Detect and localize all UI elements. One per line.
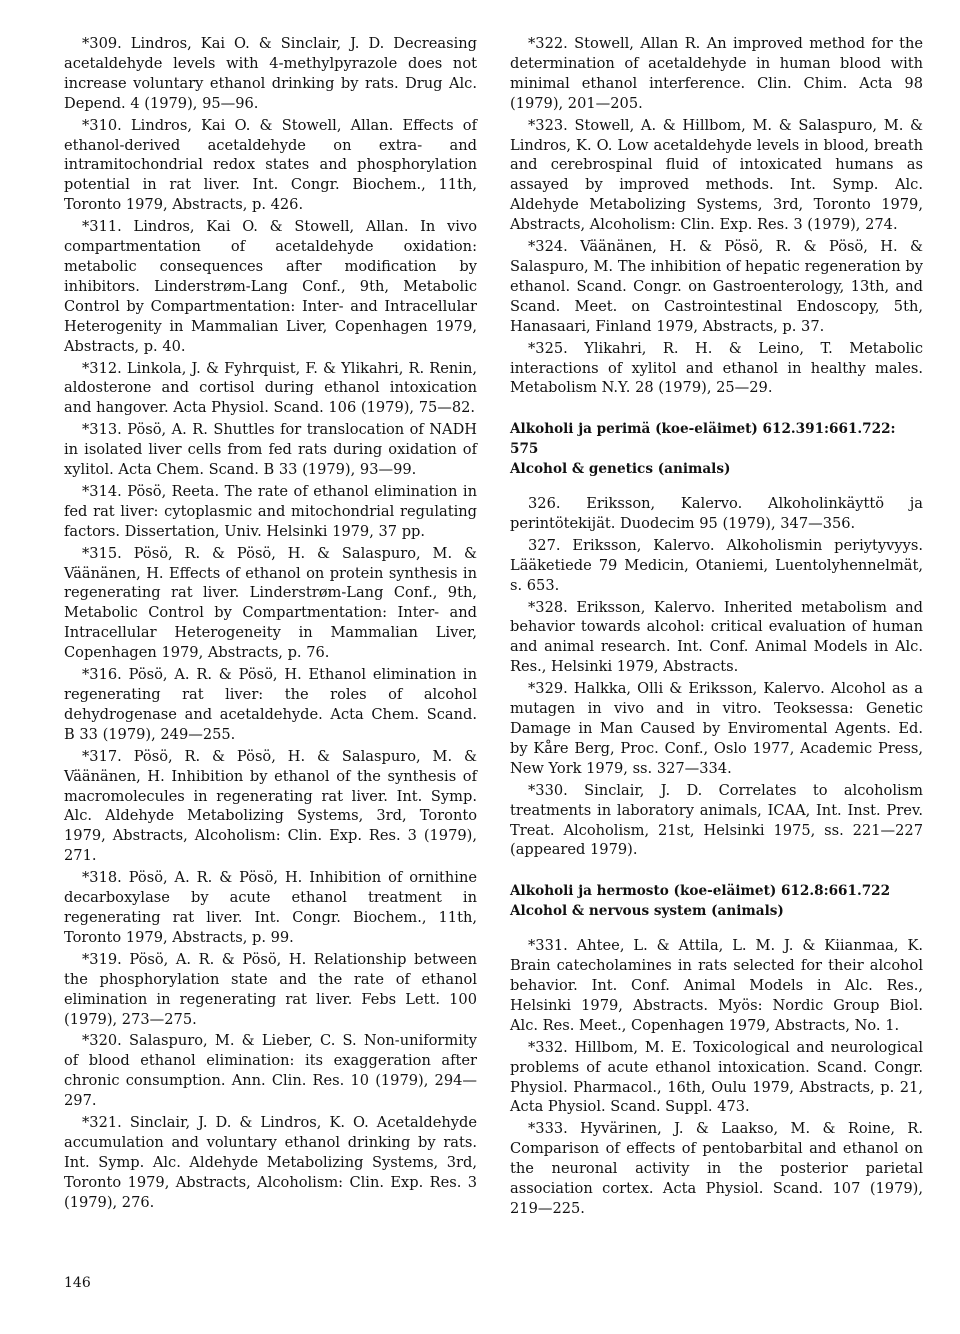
reference-entry-309: *309. Lindros, Kai O. & Sinclair, J. D. Decreasing acetaldehyde levels with 4-methylpyrazole does not increase voluntary ethanol drinking by rats. Drug Alc. Depend. 4 (1979), 95—96. bbox=[64, 35, 477, 112]
section-title-finnish: Alkoholi ja hermosto (koe-eläimet) 612.8:661.722 bbox=[510, 883, 891, 900]
reference-entry-319: *319. Pösö, A. R. & Pösö, H. Relationship between the phosphorylation state and the rate of ethanol elimination in regenerating rat liver. Febs Lett. 100 (1979), 273—275. bbox=[64, 950, 477, 1028]
reference-entry-323: *323. Stowell, A. & Hillbom, M. & Salaspuro, M. & Lindros, K. O. Low acetaldehyde levels in blood, breath and cerebrospinal fluid of intoxicated humans as assayed by improved methods. Int. Symp. Alc. Aldehyde Metabolizing Systems, 3rd, Toronto 1979, Abstracts, Alcoholism: Clin. Exp. Res. 3 (1979), 274. bbox=[510, 116, 923, 234]
reference-entry-317: *317. Pösö, R. & Pösö, H. & Salaspuro, M. & Väänänen, H. Inhibition by ethanol of the synthesis of macromolecules in regenerating rat liver. Int. Symp. Alc. Aldehyde Metabolizing Systems, 3rd, Toronto 1979, Abstracts, Alcoholism: Clin. Exp. Res. 3 (1979), 271. bbox=[64, 747, 477, 865]
reference-entry-331: *331. Ahtee, L. & Attila, L. M. J. & Kiianmaa, K. Brain catecholamines in rats selected for their alcohol behavior. Int. Conf. Animal Models in Alc. Res., Helsinki 1979, Abstracts. Myös: Nordic Group Biol. Alc. Res. Meet., Copenhagen 1979, Abstracts, No. 1. bbox=[510, 937, 923, 1034]
section-title-english: Alcohol & nervous system (animals) bbox=[510, 903, 784, 920]
left-column bbox=[64, 34, 477, 1215]
reference-entry-316: *316. Pösö, A. R. & Pösö, H. Ethanol elimination in regenerating rat liver: the roles of alcohol dehydrogenase and acetaldehyde. Acta Chem. Scand. B 33 (1979), 249—255. bbox=[64, 666, 477, 743]
reference-entry-330: *330. Sinclair, J. D. Correlates to alcoholism treatments in laboratory animals, ICAA, Int. Inst. Prev. Treat. Alcoholism, 21st, Helsinki 1975, ss. 221—227 (appeared 1979). bbox=[510, 781, 923, 859]
reference-entry-314: *314. Pösö, Reeta. The rate of ethanol elimination in fed rat liver: cytoplasmic and mitochondrial regulating factors. Dissertation, Univ. Helsinki 1979, 37 pp. bbox=[64, 482, 477, 540]
reference-entry-315: *315. Pösö, R. & Pösö, H. & Salaspuro, M. & Väänänen, H. Effects of ethanol on protein synthesis in regenerating rat liver. Linderstrøm-Lang Conf., 9th, Metabolic Control by Compartmentation: Inter- and Intracellular Heterogeneity in Mammalian Liver, Copenhagen 1979, Abstracts, p. 76. bbox=[64, 544, 477, 662]
reference-entry-313: *313. Pösö, A. R. Shuttles for translocation of NADH in isolated liver cells from fed rats during oxidation of xylitol. Acta Chem. Scand. B 33 (1979), 93—99. bbox=[64, 421, 477, 479]
reference-entry-321: *321. Sinclair, J. D. & Lindros, K. O. Acetaldehyde accumulation and voluntary ethanol drinking by rats. Int. Symp. Alc. Aldehyde Metabolizing Systems, 3rd, Toronto 1979, Abstracts, Alcoholism: Clin. Exp. Res. 3 (1979), 276. bbox=[64, 1114, 477, 1211]
right-column bbox=[510, 34, 923, 1221]
reference-entry-322: *322. Stowell, Allan R. An improved method for the determination of acetaldehyde in human blood with minimal ethanol interference. Clin. Chim. Acta 98 (1979), 201—205. bbox=[510, 35, 923, 112]
reference-entry-325: *325. Ylikahri, R. H. & Leino, T. Metabolic interactions of xylitol and ethanol in healthy males. Metabolism N.Y. 28 (1979), 25—29. bbox=[510, 339, 923, 397]
page-number: 146 bbox=[64, 1275, 91, 1291]
reference-entry-320: *320. Salaspuro, M. & Lieber, C. S. Non-uniformity of blood ethanol elimination: its exaggeration after chronic consumption. Ann. Clin. Res. 10 (1979), 294—297. bbox=[64, 1032, 477, 1110]
section-heading-nervous-system bbox=[510, 882, 923, 922]
reference-entry-332: *332. Hillbom, M. E. Toxicological and neurological problems of acute ethanol intoxication. Scand. Congr. Physiol. Pharmacol., 16th, Oulu 1979, Abstracts, p. 21, Acta Physiol. Scand. Suppl. 473. bbox=[510, 1038, 923, 1116]
reference-entry-326: 326. Eriksson, Kalervo. Alkoholinkäyttö ja perintötekijät. Duodecim 95 (1979), 347—356. bbox=[510, 495, 923, 532]
reference-entry-328: *328. Eriksson, Kalervo. Inherited metabolism and behavior towards alcohol: critical evaluation of human and animal research. Int. Conf. Animal Models in Alc. Res., Helsinki 1979, Abstracts. bbox=[510, 598, 923, 676]
section-title-finnish: Alkoholi ja perimä (koe-eläimet) 612.391:661.722: 575 bbox=[510, 421, 896, 458]
reference-entry-312: *312. Linkola, J. & Fyhrquist, F. & Ylikahri, R. Renin, aldosterone and cortisol during ethanol intoxication and hangover. Acta Physiol. Scand. 106 (1979), 75—82. bbox=[64, 359, 477, 417]
section-heading-genetics bbox=[510, 420, 923, 480]
reference-entry-318: *318. Pösö, A. R. & Pösö, H. Inhibition of ornithine decarboxylase by acute ethanol treatment in regenerating rat liver. Int. Congr. Biochem., 11th, Toronto 1979, Abstracts, p. 99. bbox=[64, 869, 477, 946]
reference-entry-333: *333. Hyvärinen, J. & Laakso, M. & Roine, R. Comparison of effects of pentobarbital and ethanol on the neuronal activity in the posterior parietal association cortex. Acta Physiol. Scand. 107 (1979), 219—225. bbox=[510, 1120, 923, 1217]
reference-entry-310: *310. Lindros, Kai O. & Stowell, Allan. Effects of ethanol-derived acetaldehyde on extra- and intramitochondrial redox states and phosphorylation potential in rat liver. Int. Congr. Biochem., 11th, Toronto 1979, Abstracts, p. 426. bbox=[64, 116, 477, 214]
reference-entry-329: *329. Halkka, Olli & Eriksson, Kalervo. Alcohol as a mutagen in vivo and in vitro. Teoksessa: Genetic Damage in Man Caused by Enviromental Agents. Ed. by Kåre Berg, Proc. Conf., Oslo 1977, Academic Press, New York 1979, ss. 327—334. bbox=[510, 680, 923, 777]
reference-entry-327: 327. Eriksson, Kalervo. Alkoholismin periytyvyys. Lääketiede 79 Medicin, Otaniemi, Luentolyhennelmät, s. 653. bbox=[510, 536, 923, 594]
section-title-english: Alcohol & genetics (animals) bbox=[510, 461, 731, 478]
reference-entry-311: *311. Lindros, Kai O. & Stowell, Allan. In vivo compartmentation of acetaldehyde oxidation: metabolic consequences after modification by inhibitors. Linderstrøm-Lang Conf., 9th, Metabolic Control by Compartmentation: Inter- and Intracellular Heterogenity in Mammalian Liver, Copenhagen 1979, Abstracts, p. 40. bbox=[64, 218, 477, 355]
reference-entry-324: *324. Väänänen, H. & Pösö, R. & Pösö, H. & Salaspuro, M. The inhibition of hepatic regeneration by ethanol. Scand. Congr. on Gastroenterology, 13th, and Scand. Meet. on Castrointestinal Endoscopy, 5th, Hanasaari, Finland 1979, Abstracts, p. 37. bbox=[510, 238, 923, 335]
